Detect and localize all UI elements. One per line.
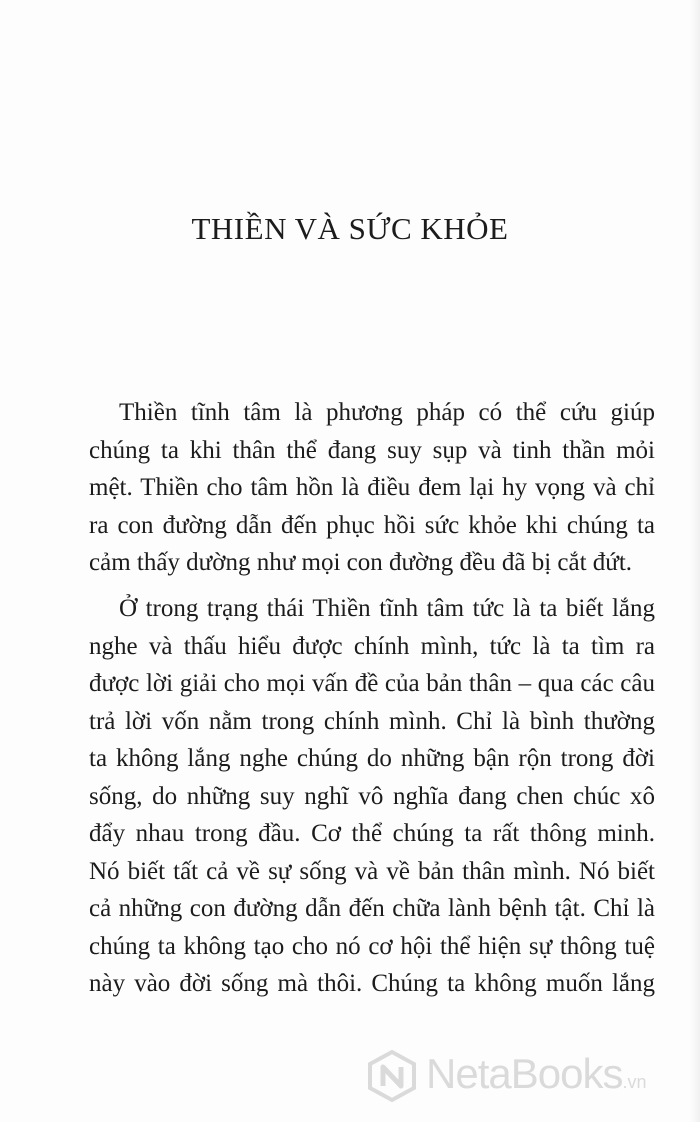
text-line: mệt. Thiền cho tâm hồn là điều đem lại hy vọng và chỉ xyxy=(89,474,655,501)
text-line: cảm thấy dường như mọi con đường đều đã bị cắt đứt. xyxy=(89,549,633,576)
page-gutter-shadow xyxy=(690,0,700,1122)
netabooks-logo-icon xyxy=(366,1050,418,1102)
text-line: chúng ta khi thân thể đang suy sụp và tinh thần mỏi xyxy=(89,436,655,464)
text-line: nghe và thấu hiểu được chính mình, tức là ta tìm ra xyxy=(89,632,655,660)
text-line: này vào đời sống mà thôi. Chúng ta không muốn lắng xyxy=(89,970,655,997)
chapter-title: THIỀN VÀ SỨC KHỎE xyxy=(191,211,509,246)
paragraph-1 xyxy=(89,394,655,582)
text-line: Ở trong trạng thái Thiền tĩnh tâm tức là ta biết lắng xyxy=(119,595,655,622)
watermark-brand: NetaBooks.vn xyxy=(426,1050,647,1097)
text-line: cả những con đường dẫn đến chữa lành bệnh tật. Chỉ là xyxy=(89,895,655,922)
text-line: ra con đường dẫn đến phục hồi sức khỏe khi chúng ta xyxy=(89,511,655,539)
text-line: ta không lắng nghe chúng do những bận rộn trong đời xyxy=(89,745,655,772)
text-line: chúng ta không tạo cho nó cơ hội thể hiện sự thông tuệ xyxy=(89,932,655,960)
text-line: sống, do những suy nghĩ vô nghĩa đang chen chúc xô xyxy=(89,782,655,810)
text-line: Nó biết tất cả về sự sống và về bản thân mình. Nó biết xyxy=(89,857,655,885)
text-line: trả lời vốn nằm trong chính mình. Chỉ là bình thường xyxy=(89,707,655,735)
watermark-domain: .vn xyxy=(622,1072,647,1092)
netabooks-watermark xyxy=(366,1046,686,1102)
text-line: đẩy nhau trong đầu. Cơ thể chúng ta rất thông minh. xyxy=(89,820,655,847)
text-line: được lời giải cho mọi vấn đề của bản thân – qua các câu xyxy=(89,670,655,697)
paragraph-2 xyxy=(89,590,655,1003)
text-line: Thiền tĩnh tâm là phương pháp có thể cứu giúp xyxy=(119,399,655,426)
